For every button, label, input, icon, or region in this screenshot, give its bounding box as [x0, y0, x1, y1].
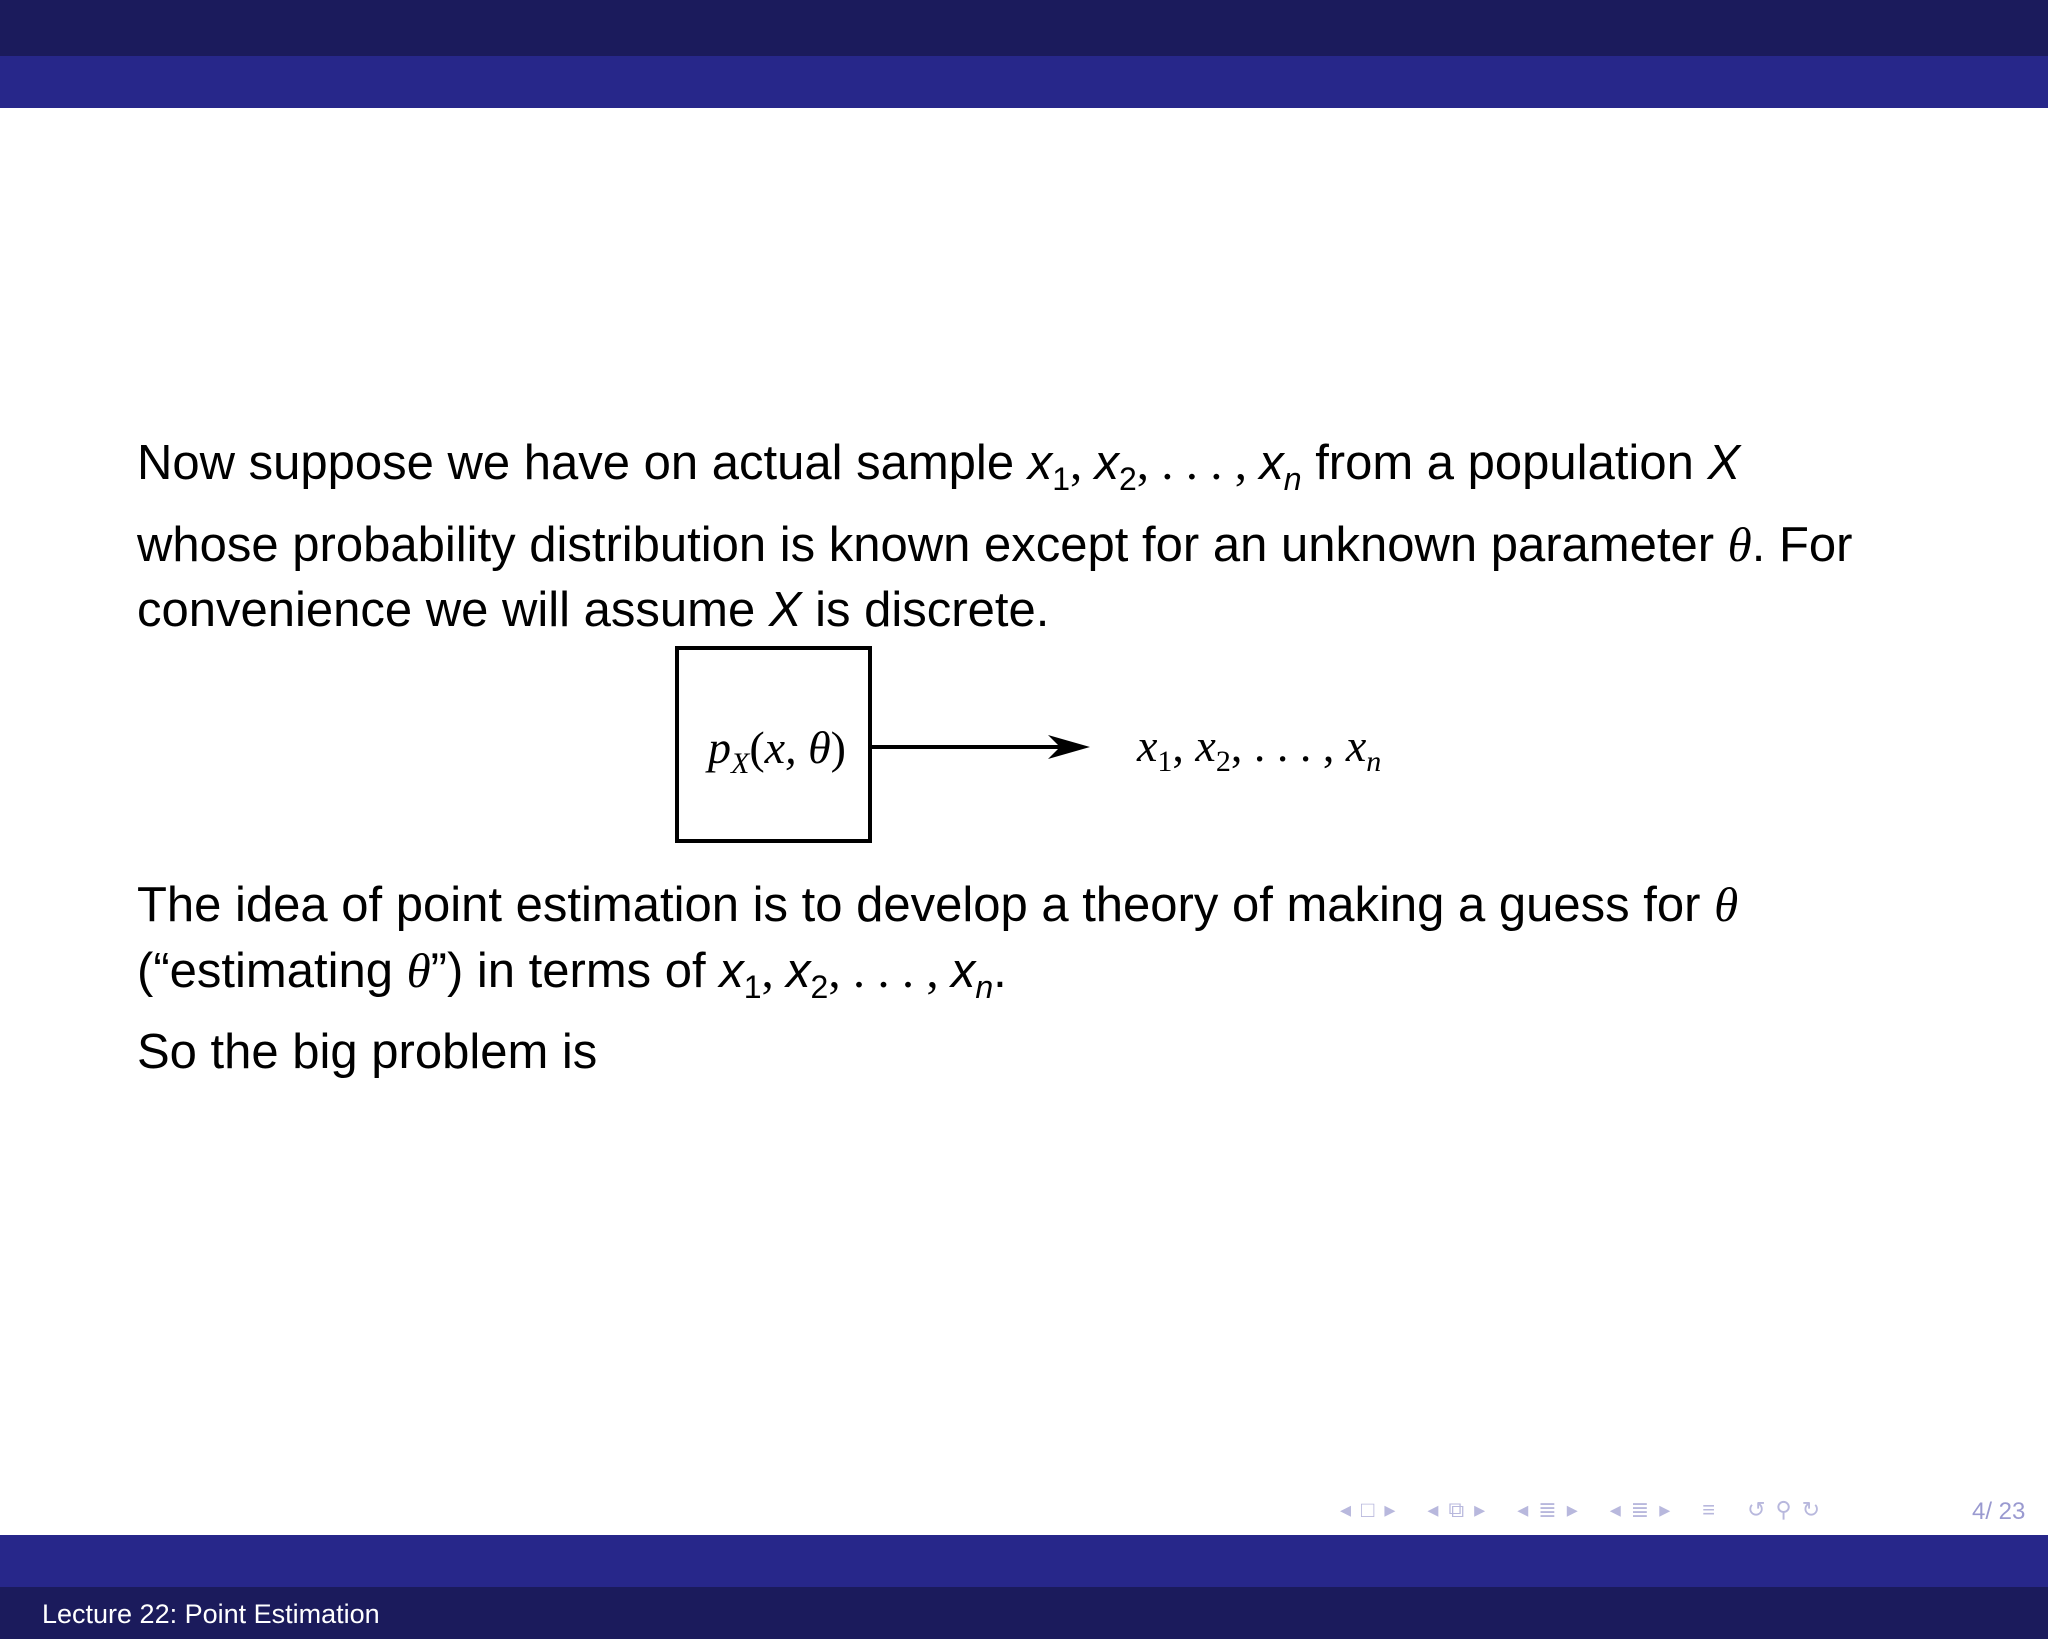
- nav-right-arrow-icon[interactable]: ▸: [1659, 1497, 1671, 1522]
- distribution-label: $p_X(x$, θ): [708, 722, 846, 780]
- nav-right-arrow-icon[interactable]: ▸: [1384, 1497, 1396, 1522]
- redo-icon[interactable]: ↻: [1801, 1497, 1821, 1522]
- nav-left-arrow-icon[interactable]: ◂: [1340, 1497, 1352, 1522]
- presentation-icon[interactable]: ≣: [1630, 1497, 1650, 1522]
- subsection-icon[interactable]: ⧉: [1448, 1497, 1465, 1522]
- frame-icon[interactable]: □: [1361, 1497, 1375, 1522]
- nav-left-arrow-icon[interactable]: ◂: [1609, 1497, 1621, 1522]
- sample-output-label: $x_1$, $x_2$, . . . , $x_n$: [1137, 720, 1382, 778]
- paragraph-intro: Now suppose we have on actual sample $x_1$, $x_2$, . . . , $x_n$ from a population X whose probability distribution is known except for an unknown parameter θ. For convenience we will assume X is discrete.: [137, 435, 1853, 637]
- paragraph-idea: The idea of point estimation is to develop a theory of making a guess for θ (“estimating θ”) in terms of $x_1$, $x_2$, . . . , $x_n$. So the big problem is: [137, 877, 1739, 1079]
- nav-left-arrow-icon[interactable]: ◂: [1517, 1497, 1529, 1522]
- output-arrow: [870, 732, 1100, 762]
- nav-right-arrow-icon[interactable]: ▸: [1566, 1497, 1578, 1522]
- footer-title: Lecture 22: Point Estimation: [42, 1599, 380, 1629]
- undo-icon[interactable]: ↺: [1747, 1497, 1766, 1522]
- beamer-navigation: [1340, 1494, 1820, 1526]
- section-icon[interactable]: ≣: [1538, 1497, 1557, 1522]
- page-number: 4/ 23: [1972, 1498, 2026, 1525]
- header-bar-light: [0, 56, 2048, 108]
- nav-left-arrow-icon[interactable]: ◂: [1427, 1497, 1439, 1522]
- search-icon[interactable]: ⚲: [1775, 1497, 1792, 1522]
- nav-right-arrow-icon[interactable]: ▸: [1474, 1497, 1486, 1522]
- footer-bar-light: [0, 1535, 2048, 1587]
- header-bar-dark: [0, 0, 2048, 56]
- align-icon[interactable]: ≡: [1702, 1497, 1716, 1522]
